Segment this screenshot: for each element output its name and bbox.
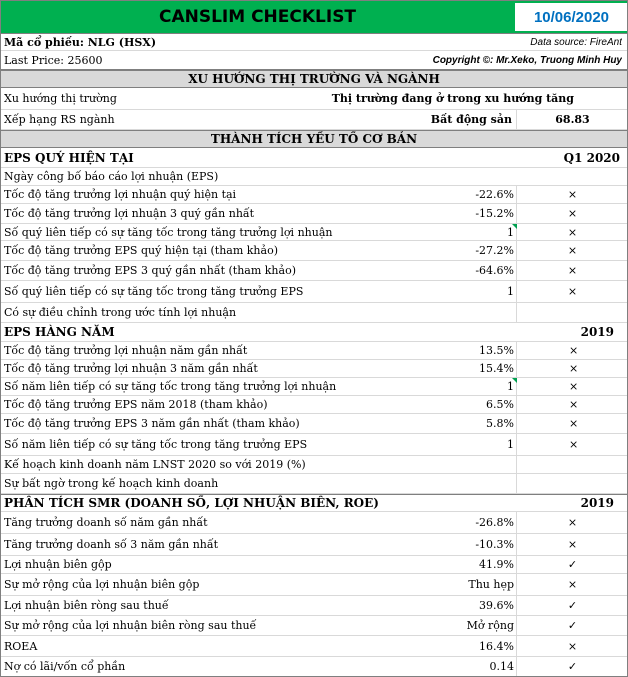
table-row — [0, 396, 628, 414]
table-row — [0, 303, 628, 323]
row-value[interactable] — [420, 168, 514, 185]
eps-year-period: 2019 — [580, 325, 614, 339]
row-label: Tốc độ tăng trưởng lợi nhuận năm gần nhất — [4, 344, 248, 357]
row-label: Số năm liên tiếp có sự tăng tốc trong tăng trưởng EPS — [4, 438, 308, 451]
table-row — [0, 434, 628, 456]
row-value[interactable] — [420, 456, 514, 473]
row-label: Lợi nhuận biên ròng sau thuế — [4, 599, 169, 612]
smr-header — [0, 494, 628, 512]
row-status-icon: × — [567, 578, 578, 591]
row-value[interactable]: Thu hẹp — [468, 578, 514, 591]
title-bar — [0, 0, 628, 34]
row-status-icon: × — [567, 639, 578, 653]
row-label: Tăng trưởng doanh số 3 năm gần nhất — [4, 538, 219, 551]
row-value[interactable]: 13.5% — [479, 344, 514, 357]
report-date[interactable]: 10/06/2020 — [515, 3, 628, 31]
row-label: Tốc độ tăng trưởng EPS 3 năm gần nhất (tham khảo) — [4, 417, 300, 430]
rs-row — [0, 110, 628, 130]
row-status-icon — [517, 456, 628, 473]
row-value[interactable] — [420, 303, 514, 322]
row-status-icon: × — [569, 362, 579, 375]
row-label: Tốc độ tăng trưởng EPS quý hiện tại (tham khảo) — [4, 244, 278, 257]
table-row — [0, 534, 628, 556]
row-status-icon: × — [567, 244, 578, 257]
eps-quarter-period: Q1 2020 — [563, 150, 620, 165]
row-status-icon: × — [567, 516, 578, 529]
rs-value[interactable]: 68.83 — [555, 113, 590, 126]
row-value[interactable]: 0.14 — [489, 660, 514, 673]
row-label: Sự mở rộng của lợi nhuận biên ròng sau thuế — [4, 619, 257, 632]
ticker-label[interactable]: Mã cổ phiếu: NLG (HSX) — [4, 35, 157, 49]
row-value[interactable]: -10.3% — [475, 538, 514, 551]
row-label: Nợ có lãi/vốn cổ phần — [4, 660, 126, 673]
row-label: Số năm liên tiếp có sự tăng tốc trong tăng trưởng lợi nhuận — [4, 380, 337, 393]
row-value[interactable]: 5.8% — [486, 417, 514, 430]
sheet-title: CANSLIM CHECKLIST — [158, 6, 357, 27]
table-row — [0, 360, 628, 378]
row-label: Kế hoạch kinh doanh năm LNST 2020 so với 2019 (%) — [4, 458, 306, 471]
rs-label: Xếp hạng RS ngành — [4, 113, 115, 126]
row-status-icon: × — [567, 225, 578, 239]
row-value[interactable]: Mở rộng — [466, 619, 514, 632]
row-value[interactable]: -22.6% — [475, 188, 514, 201]
row-label: Tốc độ tăng trưởng EPS năm 2018 (tham khảo) — [4, 398, 268, 411]
row-value[interactable]: -27.2% — [475, 244, 514, 257]
table-row — [0, 414, 628, 434]
eps-year-title: EPS HÀNG NĂM — [4, 325, 115, 339]
row-status-icon: ✓ — [567, 619, 578, 632]
row-value[interactable]: -64.6% — [475, 264, 514, 277]
table-row — [0, 168, 628, 186]
table-row — [0, 456, 628, 474]
ticker-row — [0, 34, 628, 51]
table-row — [0, 636, 628, 657]
market-section-title: XU HƯỚNG THỊ TRƯỜNG VÀ NGÀNH — [188, 72, 440, 86]
row-value[interactable]: 6.5% — [486, 398, 514, 411]
row-value[interactable] — [420, 474, 514, 493]
row-label: Số quý liên tiếp có sự tăng tốc trong tăng trưởng lợi nhuận — [4, 225, 333, 239]
row-value[interactable]: 1 — [507, 285, 514, 298]
row-value[interactable]: 1 — [507, 380, 514, 393]
rs-industry[interactable]: Bất động sản — [430, 113, 512, 126]
table-row — [0, 596, 628, 616]
row-status-icon: × — [567, 207, 578, 220]
table-row — [0, 657, 628, 677]
table-row — [0, 474, 628, 494]
table-row — [0, 378, 628, 396]
eps-year-header — [0, 323, 628, 342]
row-label: Tốc độ tăng trưởng lợi nhuận 3 năm gần nhất — [4, 362, 258, 375]
data-source: Data source: FireAnt — [530, 36, 622, 48]
row-value[interactable]: 41.9% — [479, 558, 514, 571]
row-value[interactable]: 39.6% — [479, 599, 514, 612]
row-value[interactable]: 15.4% — [479, 362, 514, 375]
table-row — [0, 342, 628, 360]
market-section-header — [0, 70, 628, 88]
row-status-icon: × — [569, 344, 579, 357]
row-label: Sự bất ngờ trong kế hoạch kinh doanh — [4, 477, 219, 490]
row-label: Số quý liên tiếp có sự tăng tốc trong tăng trưởng EPS — [4, 285, 304, 298]
table-row — [0, 281, 628, 303]
fundamentals-section-header — [0, 130, 628, 148]
row-status-icon: ✓ — [567, 660, 578, 673]
row-label: Tốc độ tăng trưởng lợi nhuận quý hiện tại — [4, 188, 237, 201]
table-row — [0, 224, 628, 241]
smr-period: 2019 — [580, 496, 614, 510]
copyright: Copyright ©: Mr.Xeko, Truong Minh Huy — [432, 54, 622, 66]
row-label: Có sự điều chỉnh trong ước tính lợi nhuận — [4, 306, 237, 319]
row-label: Ngày công bố báo cáo lợi nhuận (EPS) — [4, 170, 219, 183]
market-trend-value[interactable]: Thị trường đang ở trong xu hướng tăng — [331, 92, 574, 105]
row-status-icon: × — [567, 188, 578, 201]
row-value[interactable]: 1 — [507, 438, 514, 451]
row-status-icon: × — [569, 380, 579, 393]
table-row — [0, 512, 628, 534]
table-row — [0, 186, 628, 204]
row-status-icon: × — [569, 417, 579, 430]
last-price[interactable]: Last Price: 25600 — [4, 53, 103, 67]
row-status-icon: ✓ — [567, 558, 578, 571]
last-price-row — [0, 51, 628, 70]
row-label: Tốc độ tăng trưởng lợi nhuận 3 quý gần nhất — [4, 207, 255, 220]
table-row — [0, 556, 628, 574]
table-row — [0, 261, 628, 281]
table-row — [0, 204, 628, 224]
row-status-icon: ✓ — [567, 599, 578, 612]
table-row — [0, 574, 628, 596]
row-value[interactable]: 1 — [507, 225, 514, 239]
row-label: Sự mở rộng của lợi nhuận biên gộp — [4, 578, 200, 591]
row-value[interactable]: -15.2% — [475, 207, 514, 220]
row-label: ROEA — [4, 639, 38, 653]
eps-quarter-header — [0, 148, 628, 168]
table-row — [0, 241, 628, 261]
row-value[interactable]: -26.8% — [475, 516, 514, 529]
smr-title: PHÂN TÍCH SMR (DOANH SỐ, LỢI NHUẬN BIÊN, ROE) — [4, 496, 379, 510]
row-label: Tốc độ tăng trưởng EPS 3 quý gần nhất (tham khảo) — [4, 264, 296, 277]
row-value[interactable]: 16.4% — [479, 639, 514, 653]
row-status-icon: × — [567, 285, 578, 298]
row-status-icon — [517, 168, 628, 185]
row-status-icon: × — [569, 438, 579, 451]
row-status-icon — [517, 474, 628, 493]
row-status-icon: × — [569, 398, 579, 411]
row-status-icon: × — [567, 264, 578, 277]
row-label: Tăng trưởng doanh số năm gần nhất — [4, 516, 208, 529]
market-trend-row — [0, 88, 628, 110]
row-status-icon — [517, 303, 628, 322]
table-row — [0, 616, 628, 636]
market-trend-label: Xu hướng thị trường — [4, 92, 117, 105]
fundamentals-section-title: THÀNH TÍCH YẾU TỐ CƠ BẢN — [210, 132, 418, 146]
row-status-icon: × — [567, 538, 578, 551]
eps-quarter-title: EPS QUÝ HIỆN TẠI — [4, 150, 134, 165]
row-label: Lợi nhuận biên gộp — [4, 558, 112, 571]
